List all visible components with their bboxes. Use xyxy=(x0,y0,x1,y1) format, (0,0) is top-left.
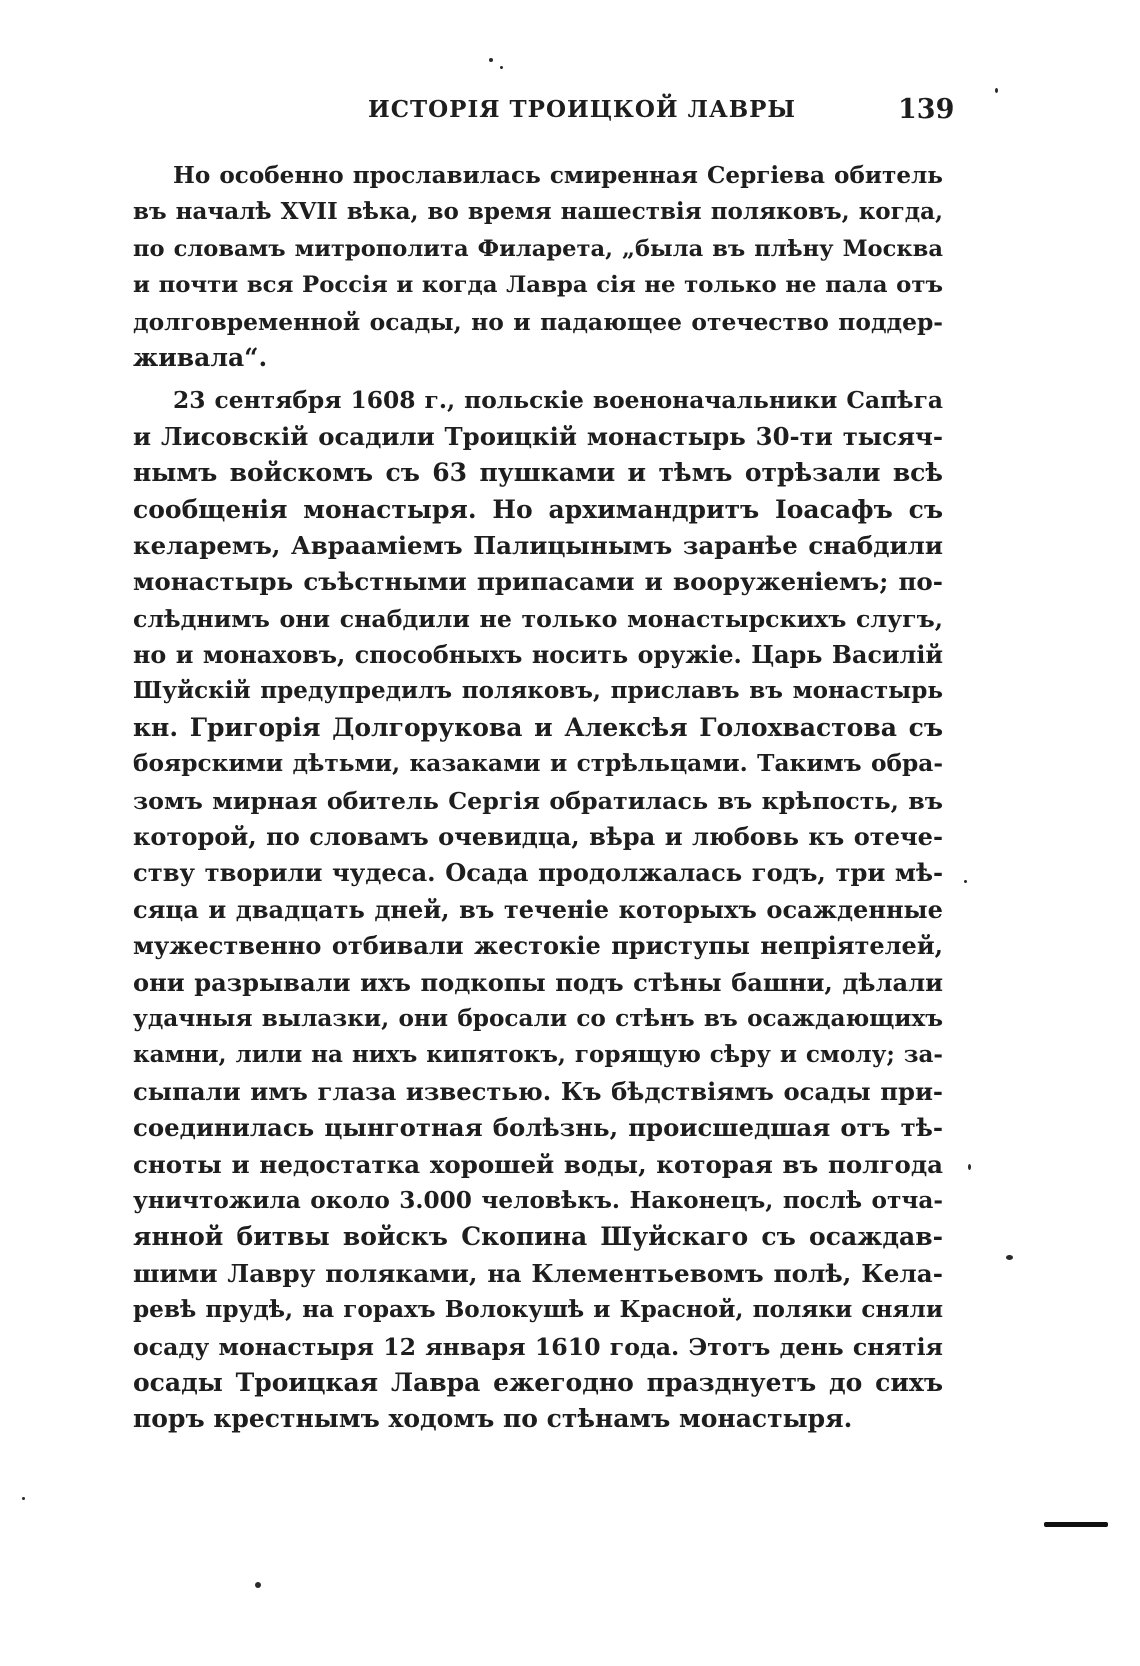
text-line: которой, по словамъ очевидца, вѣра и любовь къ отече- xyxy=(133,822,943,852)
scan-speck xyxy=(1006,1255,1013,1260)
running-head xyxy=(0,96,1140,136)
text-line: сяца и двадцать дней, въ теченіе которыхъ осажденные xyxy=(133,894,943,924)
text-line: сноты и недостатка хорошей воды, которая въ полгода xyxy=(133,1149,943,1179)
running-title: ИСТОРІЯ ТРОИЦКОЙ ЛАВРЫ xyxy=(368,96,797,123)
page-number: 139 xyxy=(898,94,955,125)
text-line: соединилась цынготная болѣзнь, происшедшая отъ тѣ- xyxy=(133,1113,943,1143)
text-line: зомъ мирная обитель Сергія обратилась въ крѣпость, въ xyxy=(133,786,943,815)
text-line: живала“. xyxy=(133,342,268,372)
body-text xyxy=(133,158,943,1438)
text-line: келаремъ, Авраамiемъ Палицынымъ заранѣе снабдили xyxy=(133,530,943,560)
text-line: и почти вся Россія и когда Лавра сія не только не пала отъ xyxy=(133,272,943,299)
text-line: по словамъ митрополита Филарета, „была въ плѣну Москва xyxy=(133,235,943,262)
scan-speck xyxy=(489,58,493,62)
scan-speck xyxy=(995,88,998,93)
text-line: поръ крестнымъ ходомъ по стѣнамъ монастыря. xyxy=(133,1404,853,1434)
paragraph xyxy=(133,382,943,1437)
text-line: осады Троицкая Лавра ежегодно празднуетъ до сихъ xyxy=(133,1367,943,1397)
text-line: 23 сентября 1608 г., польскіе военоначальники Сапѣга xyxy=(173,386,943,415)
text-line: камни, лили на нихъ кипятокъ, горящую сѣру и смолу; за- xyxy=(133,1041,943,1069)
text-line: шими Лавру поляками, на Клементьевомъ полѣ, Кела- xyxy=(133,1258,943,1288)
text-line: и Лисовскій осадили Троицкій монастырь 30-ти тысяч- xyxy=(133,421,943,451)
text-line: долговременной осады, но и падающее отечество поддер- xyxy=(133,307,943,336)
text-line: въ началѣ XVII вѣка, во время нашествія поляковъ, когда, xyxy=(133,198,943,226)
text-line: удачныя вылазки, они бросали со стѣнъ въ осаждающихъ xyxy=(133,1004,943,1032)
text-line: янной битвы войскъ Скопина Шуйскаго съ осаждав- xyxy=(133,1222,943,1252)
text-line: кн. Григорія Долгорукова и Алексѣя Голохвастова съ xyxy=(133,712,943,742)
scan-speck xyxy=(964,880,967,883)
scan-speck xyxy=(968,1164,971,1170)
text-line: мужественно отбивали жестокіе приступы непріятелей, xyxy=(133,931,943,961)
text-line: боярскими дѣтьми, казаками и стрѣльцами. Такимъ обра- xyxy=(133,750,943,778)
text-line: они разрывали ихъ подкопы подъ стѣны башни, дѣлали xyxy=(133,967,943,997)
text-line: но и монаховъ, способныхъ носить оружіе. Царь Василій xyxy=(133,641,943,670)
text-line: ству творили чудеса. Осада продолжалась годъ, три мѣ- xyxy=(133,858,943,888)
text-line: слѣднимъ они снабдили не только монастырскихъ слугъ, xyxy=(133,604,943,633)
text-line: Шуйскій предупредилъ поляковъ, приславъ въ монастырь xyxy=(133,677,943,705)
margin-dash-mark xyxy=(1044,1522,1108,1527)
paragraph xyxy=(133,158,943,376)
scan-speck xyxy=(22,1497,25,1500)
text-line: сообщенія монастыря. Но архимандритъ Іоасафъ съ xyxy=(133,494,943,524)
scan-speck xyxy=(255,1582,261,1588)
scan-speck xyxy=(500,66,503,69)
text-line: сыпали имъ глаза известью. Къ бѣдствіямъ осады при- xyxy=(133,1076,943,1106)
text-line: монастырь съѣстными припасами и вооруженіемъ; по- xyxy=(133,567,943,597)
text-line: осаду монастыря 12 января 1610 года. Этотъ день снятія xyxy=(133,1332,943,1361)
text-line: ревѣ прудѣ, на горахъ Волокушѣ и Красной, поляки сняли xyxy=(133,1296,943,1324)
text-line: уничтожила около 3.000 человѣкъ. Наконецъ, послѣ отча- xyxy=(133,1186,943,1214)
text-line: нымъ войскомъ съ 63 пушками и тѣмъ отрѣзали всѣ xyxy=(133,458,943,488)
text-line: Но особенно прославилась смиренная Сергіева обитель xyxy=(173,162,943,189)
